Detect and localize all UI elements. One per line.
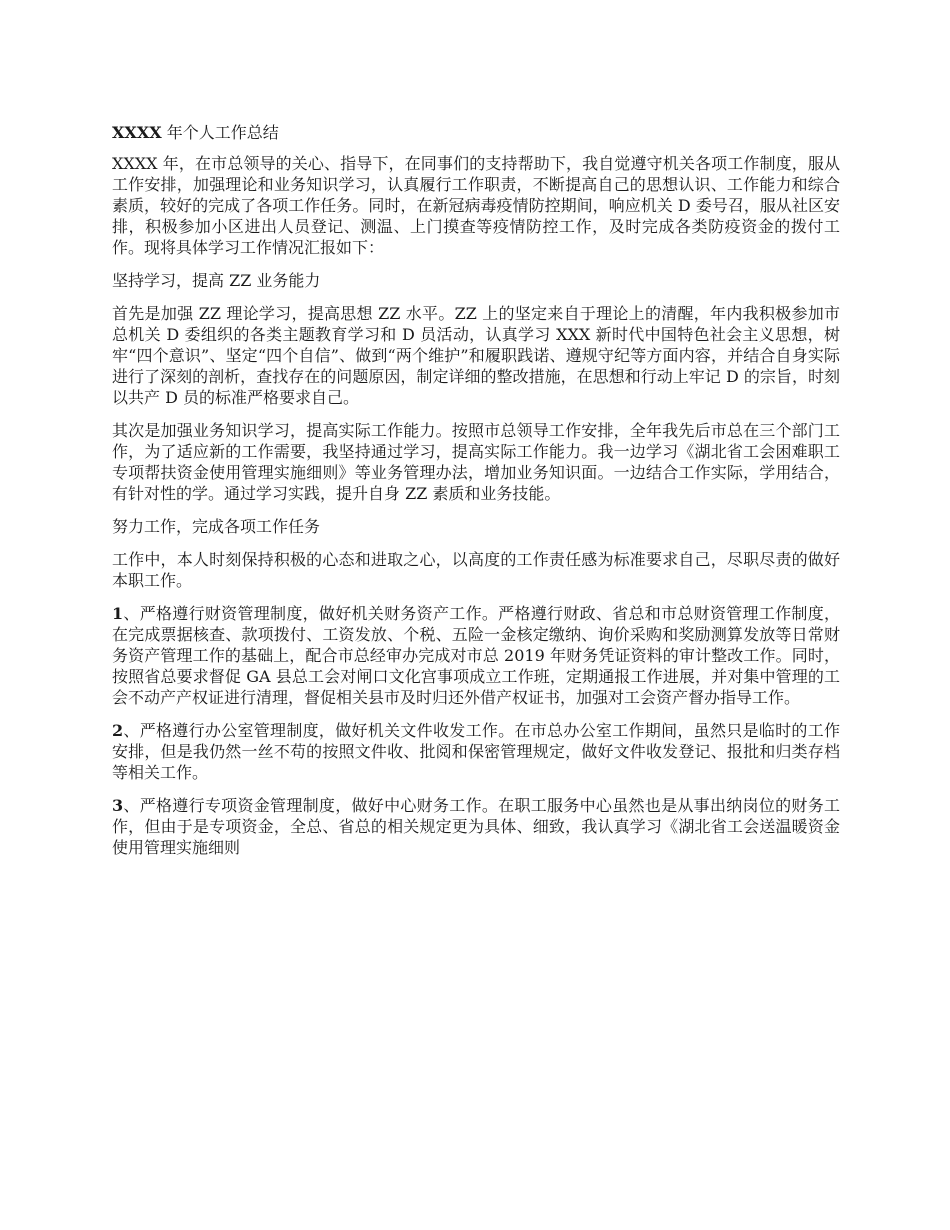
work-item-1 (112, 603, 840, 708)
study-paragraph-business: 其次是加强业务知识学习，提高实际工作能力。按照市总领导工作安排，全年我先后市总在三个部门工作，为了适应新的工作需要，我坚持通过学习，提高实际工作能力。我一边学习《湖北省工会困难职工专项帮扶资金使用管理实施细则》等业务管理办法，增加业务知识面。一边结合工作实际，学用结合，有针对性的学。通过学习实践，提升自身 ZZ 素质和业务技能。 (112, 421, 840, 503)
document-title (112, 122, 840, 143)
work-item-3 (112, 795, 840, 858)
item-number: 1 (112, 604, 124, 623)
title-year: XXXX (112, 123, 162, 142)
item-number: 3 (112, 796, 124, 815)
item-text: 、严格遵行专项资金管理制度，做好中心财务工作。在职工服务中心虽然也是从事出纳岗位的财务工作，但由于是专项资金，全总、省总的相关规定更为具体、细致，我认真学习《湖北省工会送温暖资金使用管理实施细则 (112, 796, 840, 857)
work-intro-paragraph: 工作中，本人时刻保持积极的心态和进取之心，以高度的工作责任感为标准要求自己，尽职尽责的做好本职工作。 (112, 550, 840, 590)
title-text: 年个人工作总结 (161, 123, 279, 142)
item-text: 、严格遵行办公室管理制度，做好机关文件收发工作。在市总办公室工作期间，虽然只是临时的工作安排，但是我仍然一丝不苟的按照文件收、批阅和保密管理规定，做好文件收发登记、报批和归类存档等相关工作。 (112, 721, 840, 782)
document-page (112, 122, 840, 870)
item-number: 2 (112, 721, 124, 740)
work-item-2 (112, 720, 840, 783)
intro-paragraph: XXXX 年，在市总领导的关心、指导下，在同事们的支持帮助下，我自觉遵守机关各项工作制度，服从工作安排，加强理论和业务知识学习，认真履行工作职责，不断提高自己的思想认识、工作能力和综合素质，较好的完成了各项工作任务。同时，在新冠病毒疫情防控期间，响应机关 D 委号召，服从社区安排，积极参加小区进出人员登记、测温、上门摸查等疫情防控工作，及时完成各类防疫资金的拨付工作。现将具体学习工作情况汇报如下： (112, 154, 840, 257)
study-paragraph-theory: 首先是加强 ZZ 理论学习，提高思想 ZZ 水平。ZZ 上的坚定来自于理论上的清醒，年内我积极参加市总机关 D 委组织的各类主题教育学习和 D 员活动，认真学习 XXX 新时代中国特色社会主义思想，树牢“四个意识”、坚定“四个自信”、做到“两个维护”和履职践诺、遵规守纪等方面内容，并结合自身实际进行了深刻的剖析，查找存在的问题原因，制定详细的整改措施，在思想和行动上牢记 D 的宗旨，时刻以共产 D 员的标准严格要求自己。 (112, 304, 840, 407)
section-heading-study: 坚持学习，提高 ZZ 业务能力 (112, 271, 321, 290)
section-heading-work: 努力工作，完成各项工作任务 (112, 517, 321, 536)
item-text: 、严格遵行财资管理制度，做好机关财务资产工作。严格遵行财政、省总和市总财资管理工作制度，在完成票据核查、款项拨付、工资发放、个税、五险一金核定缴纳、询价采购和奖励测算发放等日常财务资产管理工作的基础上，配合市总经审办完成对市总 2019 年财务凭证资料的审计整改工作。同时，按照省总要求督促 GA 县总工会对闸口文化宫事项成立工作班，定期通报工作进展，并对集中管理的工会不动产产权证进行清理，督促相关县市及时归还外借产权证书，加强对工会资产督办指导工作。 (112, 604, 840, 707)
